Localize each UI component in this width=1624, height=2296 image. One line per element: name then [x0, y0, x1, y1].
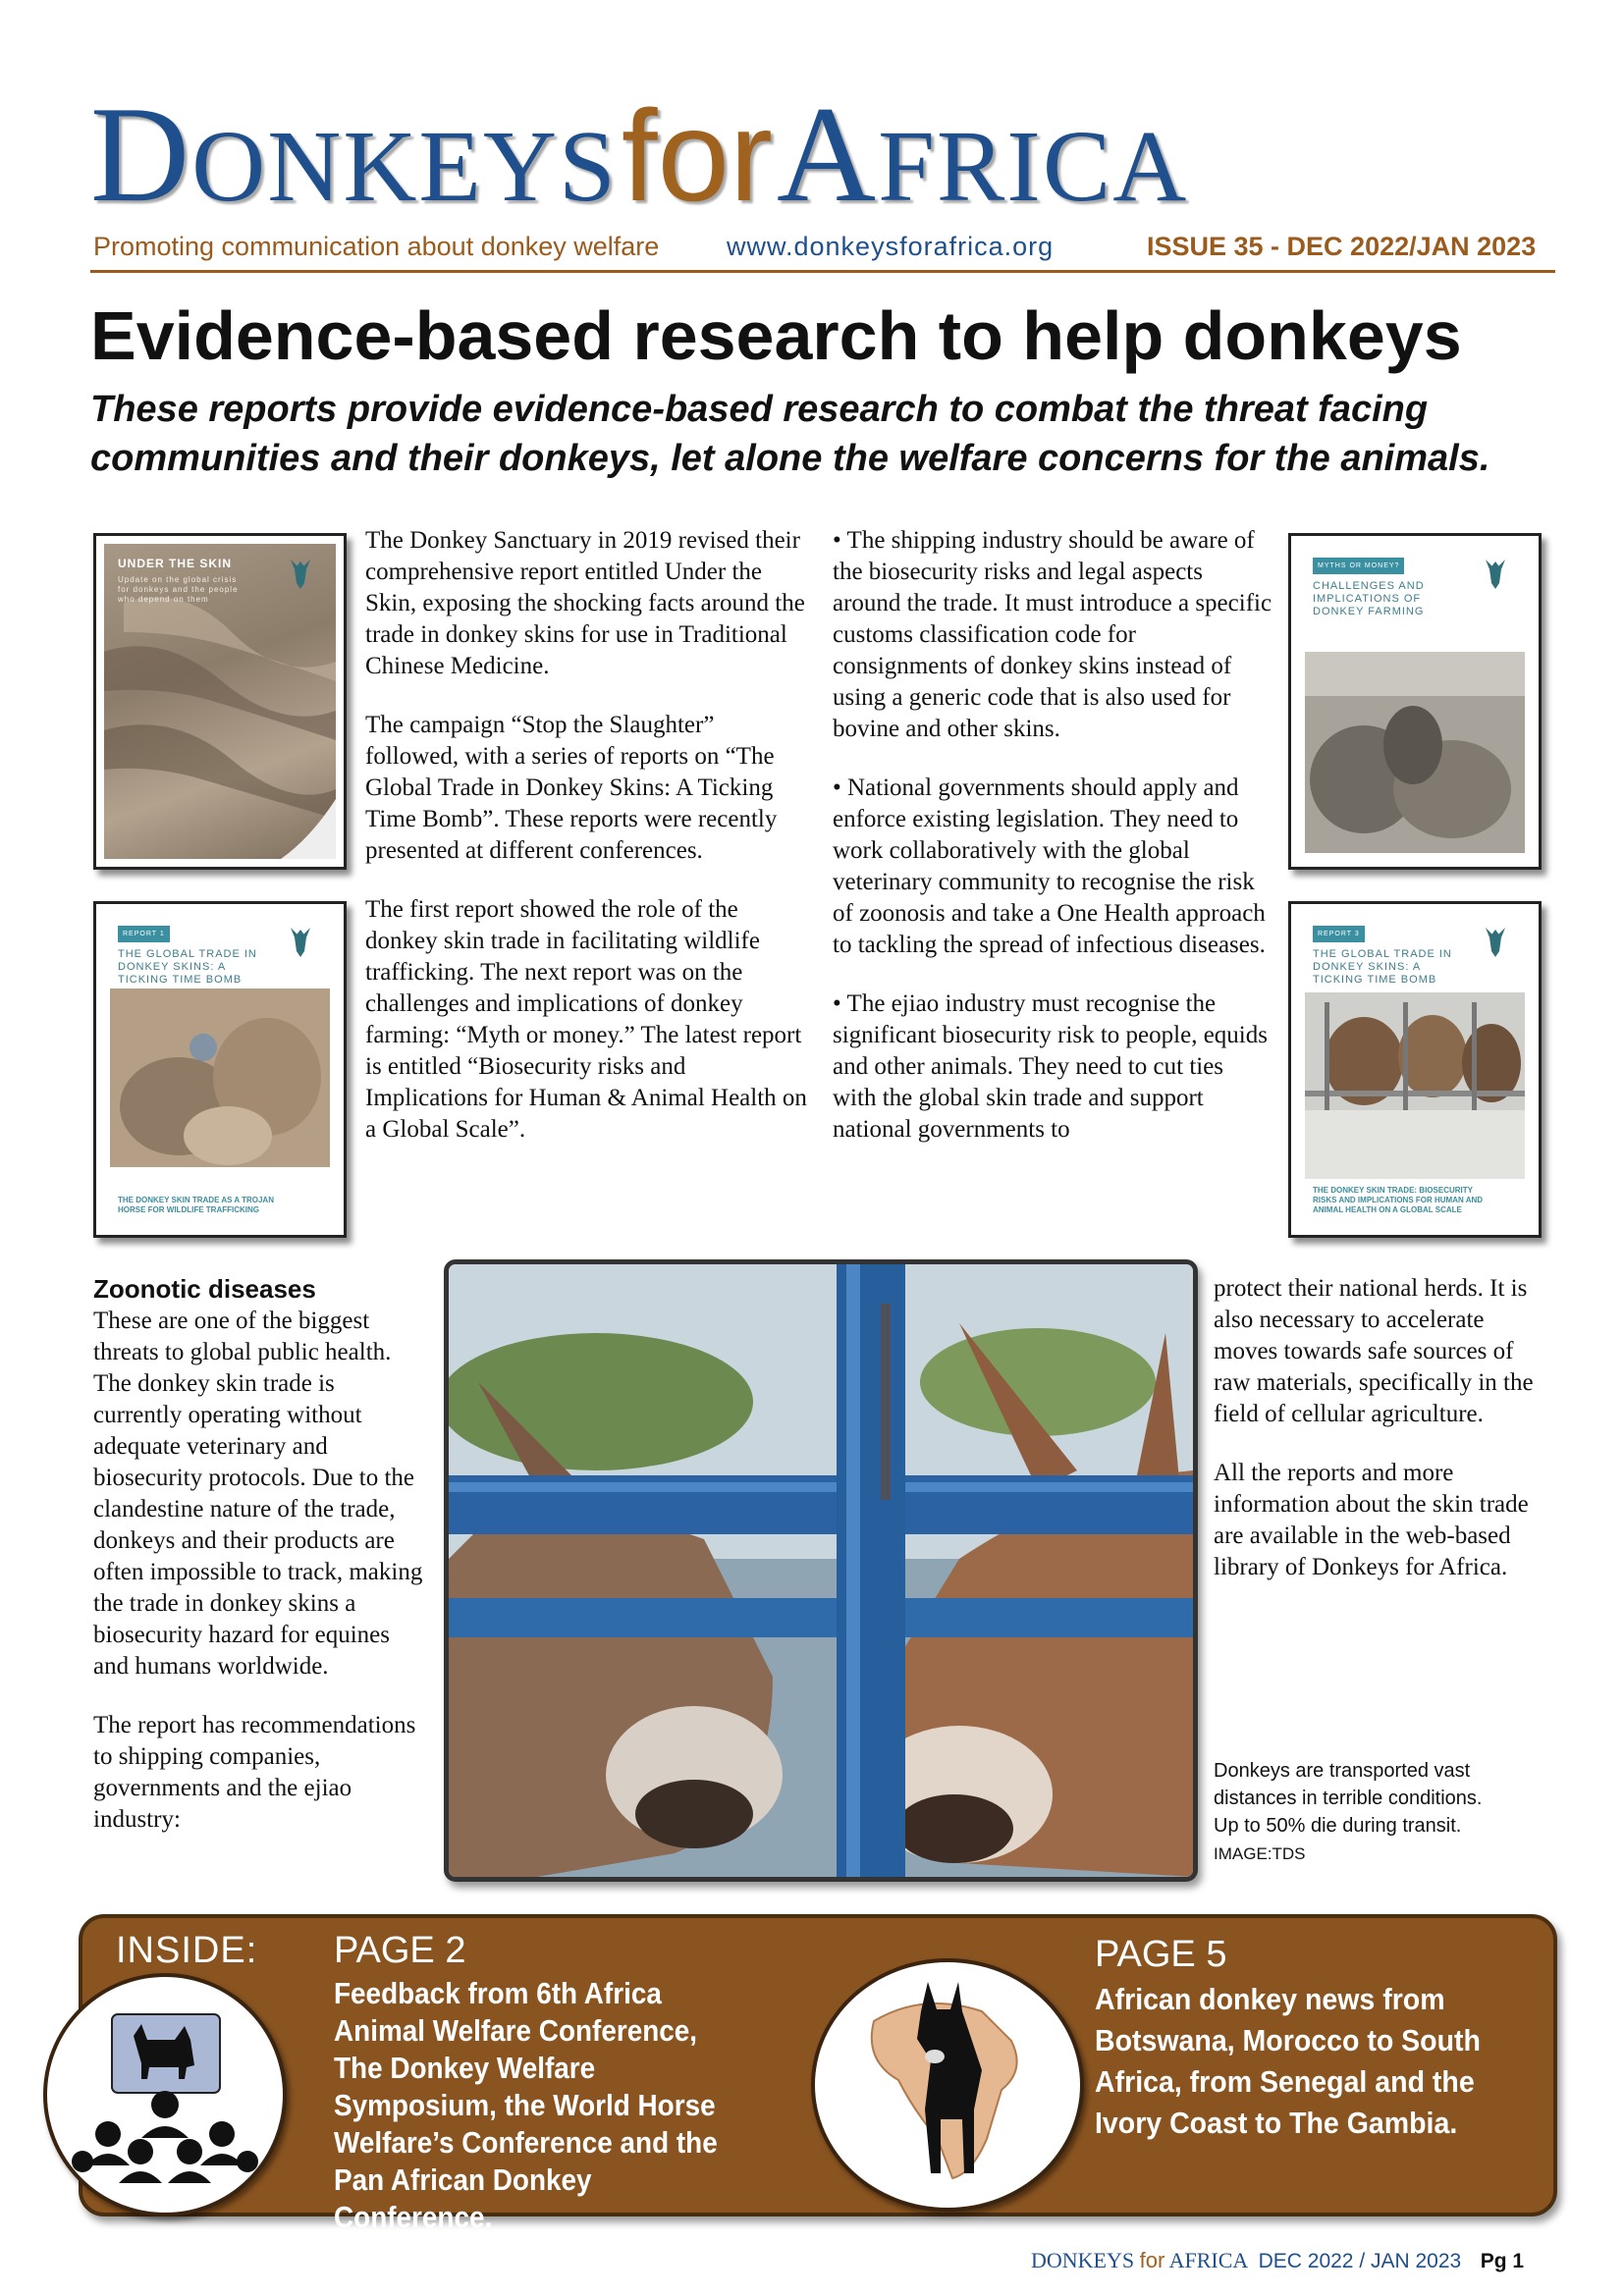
- cover-subtitle: Update on the global crisis for donkeys and the people who depend on them: [118, 575, 239, 604]
- cover-biosecurity: [1288, 901, 1542, 1238]
- donkey-sanctuary-logo-icon: [281, 926, 320, 973]
- paragraph: protect their national herds. It is also necessary to accelerate moves towards safe sources of raw materials, specifically in the field of cellular agriculture.: [1214, 1275, 1534, 1427]
- cover-title: REPORT 1 THE GLOBAL TRADE IN DONKEY SKINS: A TICKING TIME BOMB: [118, 926, 261, 987]
- website-link[interactable]: www.donkeysforafrica.org: [727, 232, 1055, 261]
- donkey-sanctuary-logo-icon: [281, 558, 320, 605]
- page-headline: Evidence-based research to help donkeys: [90, 297, 1462, 374]
- cover-myth-or-money: [1288, 533, 1542, 870]
- bullet-governments: • National governments should apply and enforce existing legislation. They need to work collaboratively with the global veterinary community to recognise the risk of zoonosis and take a One Health approach to tackling the spread of infectious diseases.: [833, 774, 1266, 958]
- article-column-right: [1214, 1273, 1547, 1611]
- donkeys-behind-bars-photo: [444, 1259, 1198, 1882]
- article-column-2: [833, 525, 1272, 1173]
- donkey-farm-illustration: [1305, 652, 1525, 853]
- page-number: Pg 1: [1480, 2250, 1525, 2272]
- paragraph: The first report showed the role of the donkey skin trade in facilitating wildlife trafficking. The next report was on the challenges and implications of donkey farming: “Myth or money.” The latest report is entitled “Biosecurity risks and Implications for Human & Animal Health on a Global Scale”.: [365, 896, 807, 1143]
- cover-under-the-skin: [93, 533, 347, 870]
- footer-africa: AFRICA: [1168, 2248, 1248, 2272]
- photo-credit: IMAGE:TDS: [1214, 1844, 1306, 1863]
- photo-caption: [1214, 1757, 1508, 1868]
- paragraph: All the reports and more information about the skin trade are available in the web-based library of Donkeys for Africa.: [1214, 1460, 1529, 1580]
- masthead-divider: [90, 270, 1555, 273]
- caption-text: Donkeys are transported vast distances in terrible conditions. Up to 50% die during transit.: [1214, 1760, 1483, 1837]
- inside-label: INSIDE:: [116, 1930, 258, 1971]
- bullet-ejiao: • The ejiao industry must recognise the significant biosecurity risk to people, equids and other animals. They need to cut ties with the global skin trade and support national governments to: [833, 990, 1268, 1143]
- tagline: Promoting communication about donkey welfare: [93, 232, 660, 261]
- section-heading-zoonotic: Zoonotic diseases: [93, 1274, 316, 1304]
- cover-tag: REPORT 3: [1313, 926, 1365, 942]
- footer-donkeys: DONKEYS: [1031, 2248, 1135, 2272]
- paragraph: The campaign “Stop the Slaughter” followed, with a series of reports on “The Global Trade in Donkey Skins: A Ticking Time Bomb”. These reports were recently presented at different conferences.: [365, 712, 778, 864]
- cover-footer: THE DONKEY SKIN TRADE AS A TROJAN HORSE FOR WILDLIFE TRAFFICKING: [118, 1196, 274, 1214]
- footer-date: DEC 2022 / JAN 2023: [1258, 2250, 1462, 2272]
- masthead-africa: AFRICA: [776, 79, 1189, 231]
- donkeys-truck-illustration: [1305, 992, 1525, 1179]
- page2-summary: Feedback from 6th Africa Animal Welfare Conference, The Donkey Welfare Symposium, the World Horse Welfare’s Conference and the Pan African Donkey Conference.: [334, 1976, 718, 2234]
- cover-title: REPORT 3 THE GLOBAL TRADE IN DONKEY SKINS: A TICKING TIME BOMB: [1313, 926, 1456, 987]
- cover-tag: REPORT 1: [118, 926, 170, 942]
- paragraph: The report has recommendations to shipping companies, governments and the ejiao industry:: [93, 1712, 416, 1833]
- cover-title: MYTHS OR MONEY? CHALLENGES AND IMPLICATIONS OF DONKEY FARMING: [1313, 558, 1456, 618]
- page-footer: [1031, 2248, 1524, 2273]
- article-column-1: [365, 525, 807, 1173]
- page2-link[interactable]: PAGE 2: [334, 1930, 466, 1971]
- zoonotic-text: [93, 1306, 427, 1863]
- cover-title: UNDER THE SKIN: [118, 557, 233, 570]
- conference-icon: [43, 1973, 287, 2216]
- paragraph: These are one of the biggest threats to global public health. The donkey skin trade is currently operating without adequate veterinary and biosecurity protocols. Due to the clandestine nature of the trade, donkeys and their products are often impossible to track, making the trade in donkey skins a biosecurity hazard for equines and humans worldwide.: [93, 1308, 423, 1680]
- cover-ticking-time-bomb: [93, 901, 347, 1238]
- africa-donkey-icon: [811, 1958, 1084, 2212]
- masthead-logo: [90, 79, 1563, 231]
- cover-footer: THE DONKEY SKIN TRADE: BIOSECURITY RISKS AND IMPLICATIONS FOR HUMAN AND ANIMAL HEALTH ON A GLOBAL SCALE: [1313, 1186, 1484, 1214]
- masthead-for: for: [621, 83, 773, 228]
- footer-for: for: [1139, 2248, 1165, 2272]
- masthead-donkeys: DONKEYS: [90, 79, 618, 231]
- donkey-sanctuary-logo-icon: [1476, 558, 1515, 605]
- page5-link[interactable]: PAGE 5: [1095, 1934, 1227, 1975]
- bullet-shipping: • The shipping industry should be aware of the biosecurity risks and legal aspects around the trade. It must introduce a specific customs classification code for consignments of donkey skins instead of using a generic code that is also used for bovine and other skins.: [833, 527, 1272, 742]
- donkey-sanctuary-logo-icon: [1476, 926, 1515, 973]
- donkeys-pen-illustration: [110, 988, 330, 1167]
- cover-tag: MYTHS OR MONEY?: [1313, 558, 1404, 574]
- page5-summary: African donkey news from Botswana, Morocco to South Africa, from Senegal and the Ivory Coast to The Gambia.: [1095, 1982, 1481, 2140]
- issue-number: ISSUE 35 - DEC 2022/JAN 2023: [1147, 232, 1537, 261]
- standfirst: These reports provide evidence-based research to combat the threat facing communities and their donkeys, let alone the welfare concerns for the animals.: [90, 389, 1490, 479]
- paragraph: The Donkey Sanctuary in 2019 revised their comprehensive report entitled Under the Skin, exposing the shocking facts around the trade in donkey skins for use in Traditional Chinese Medicine.: [365, 527, 805, 679]
